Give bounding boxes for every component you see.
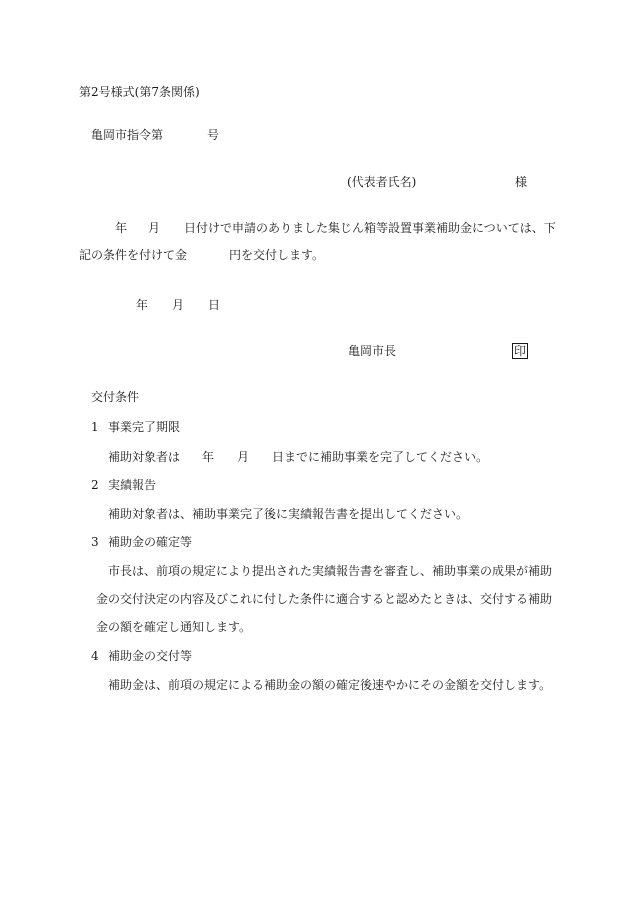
seal-label: 印 bbox=[514, 344, 527, 358]
issue-date-year: 年 bbox=[136, 298, 149, 312]
condition-4-title: 補助金の交付等 bbox=[108, 649, 193, 663]
seal-mark bbox=[512, 343, 528, 359]
condition-3-title: 補助金の確定等 bbox=[108, 535, 193, 549]
condition-3-line-3: 金の額を確定し通知します。 bbox=[96, 620, 252, 634]
condition-3-number: 3 bbox=[91, 535, 99, 549]
issue-date-day: 日 bbox=[208, 298, 221, 312]
condition-1-number: 1 bbox=[91, 420, 99, 434]
doc-number-suffix: 号 bbox=[207, 128, 220, 142]
body-date-month: 月 bbox=[148, 221, 161, 235]
condition-1-year: 年 bbox=[202, 450, 215, 464]
body-line-2b: 円を交付します。 bbox=[229, 248, 325, 262]
condition-1-text-b: 日までに補助事業を完了してください。 bbox=[272, 450, 489, 464]
addressee-label: (代表者氏名) bbox=[347, 175, 417, 189]
form-header: 第2号様式(第7条関係) bbox=[79, 85, 200, 99]
body-date-year: 年 bbox=[115, 221, 128, 235]
condition-2-title: 実績報告 bbox=[108, 478, 157, 492]
condition-2-text: 補助対象者は、補助事業完了後に実績報告書を提出してください。 bbox=[108, 507, 469, 521]
condition-3-line-2: 金の交付決定の内容及びこれに付した条件に適合すると認めたときは、交付する補助 bbox=[96, 592, 553, 606]
condition-2-number: 2 bbox=[91, 478, 99, 492]
condition-1-title: 事業完了期限 bbox=[108, 420, 181, 434]
condition-4-number: 4 bbox=[91, 649, 99, 663]
condition-3-line-1: 市長は、前項の規定により提出された実績報告書を審査し、補助事業の成果が補助 bbox=[108, 564, 553, 578]
issuer-name: 亀岡市長 bbox=[348, 344, 397, 358]
doc-number-prefix: 亀岡市指令第 bbox=[91, 128, 164, 142]
body-line-2a: 記の条件を付けて金 bbox=[79, 248, 188, 262]
condition-1-text-a: 補助対象者は bbox=[108, 450, 181, 464]
condition-1-month: 月 bbox=[237, 450, 250, 464]
addressee-honorific: 様 bbox=[515, 175, 528, 189]
conditions-heading: 交付条件 bbox=[91, 390, 140, 404]
issue-date-month: 月 bbox=[172, 298, 185, 312]
body-line-1: 日付けで申請のありました集じん箱等設置事業補助金については、下 bbox=[184, 221, 556, 235]
condition-4-text: 補助金は、前項の規定による補助金の額の確定後速やかにその金額を交付します。 bbox=[108, 678, 552, 692]
